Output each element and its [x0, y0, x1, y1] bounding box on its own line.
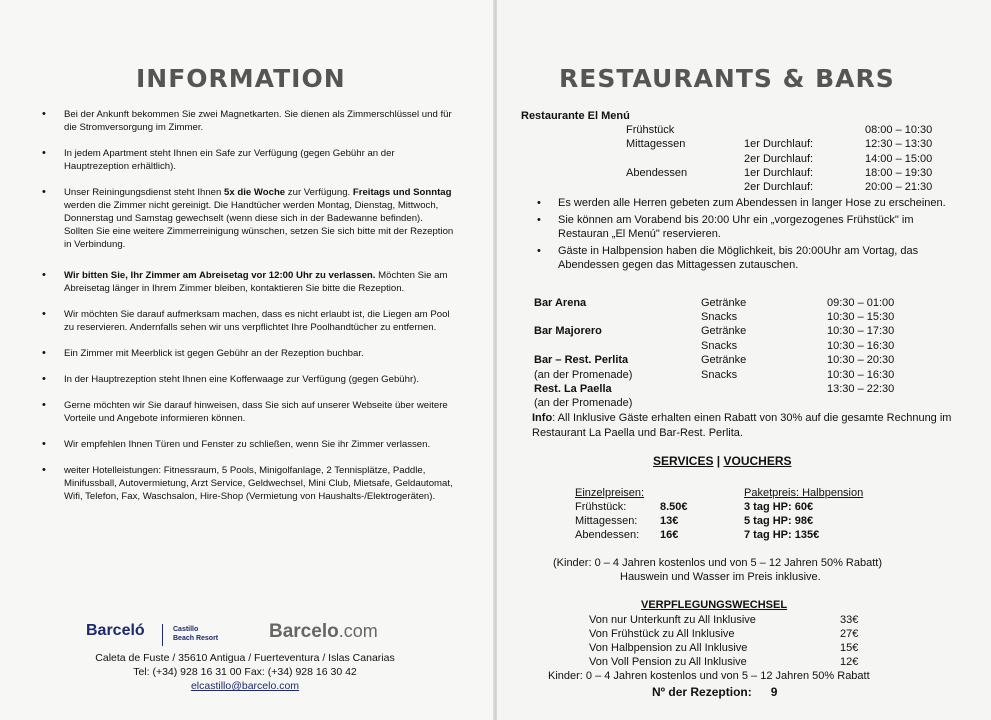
list-item: • Sie können am Vorabend bis 20:00 Uhr ein „vorgezogenes Frühstück" im Restauran „El Menú" reservieren. — [532, 213, 967, 241]
restaurant-notes — [532, 196, 967, 275]
list-item: • Gerne möchten wir Sie darauf hinweisen, dass Sie sich auf unserer Webseite über weitere Vorteile und Angebote informieren können. — [42, 399, 454, 425]
address: Caleta de Fuste / 35610 Antigua / Fuerteventura / Islas Canarias — [95, 652, 395, 664]
list-item: • Wir möchten Sie darauf aufmerksam machen, dass es nicht erlaubt ist, die Liegen am Pool zu reservieren. Andernfalls sehen wir uns verpflichtet Ihre Poolhandtücher zu entfernen. — [42, 308, 454, 334]
el-menu-title: Restaurante El Menú — [521, 110, 630, 122]
barcelo-com-logo: Barcelo.com — [269, 621, 378, 642]
list-item: • weiter Hotelleistungen: Fitnessraum, 5 Pools, Minigolfanlage, 2 Tennisplätze, Paddle, Minifussball, Autovermietung, Arzt Service, Geldwechsel, Mini Club, Mietsafe, Geldautomat, Wifi, Telefon, Fax, Waschsalon, Hire-Shop (Vermietung von Haushalts-/Elektrogeräten). — [42, 464, 454, 503]
services-vouchers-heading: SERVICES | VOUCHERS — [653, 454, 792, 468]
email-link[interactable]: elcastillo@barcelo.com — [190, 680, 300, 692]
barcelo-logo: Barceló — [86, 622, 145, 639]
board-change-title: VERPFLEGUNGSWECHSEL — [641, 599, 788, 611]
information-page — [0, 0, 495, 720]
list-item: • Wir empfehlen Ihnen Türen und Fenster zu schließen, wenn Sie ihr Zimmer verlassen. — [42, 438, 454, 451]
restaurants-title: RESTAURANTS & BARS — [559, 64, 895, 93]
list-item: • Unser Reiningungsdienst steht Ihnen 5x die Woche zur Verfügung. Freitags und Sonntag werden die Zimmer nicht gereinigt. Die Handtücher werden Montag, Dienstag, Mittwoch, Donnerstag und Samstag gewechselt (wenn diese sich in der Badewanne befinden). Sollten Sie eine weitere Zimmerreinigung wünschen, setzen Sie sich bitte mit der Rezeption in Verbindung. — [42, 186, 454, 251]
package-prices-header: Paketpreis: Halbpension — [744, 487, 864, 499]
phone-fax: Tel: (+34) 928 16 31 00 Fax: (+34) 928 16 30 42 — [133, 666, 357, 678]
logo-divider — [162, 624, 163, 646]
information-list — [42, 108, 454, 516]
children-note: (Kinder: 0 – 4 Jahren kostenlos und von 5 – 12 Jahren 50% Rabatt) — [553, 557, 882, 569]
children-discount-note: Kinder: 0 – 4 Jahren kostenlos und von 5 – 12 Jahren 50% Rabatt — [548, 670, 870, 682]
wine-water-note: Hauswein und Wasser im Preis inklusive. — [620, 571, 821, 583]
list-item: • Bei der Ankunft bekommen Sie zwei Magnetkarten. Sie dienen als Zimmerschlüssel und für die Stromversorgung im Zimmer. — [42, 108, 454, 134]
list-item: • Gäste in Halbpension haben die Möglichkeit, bis 20:00Uhr am Vortag, das Abendessen gegen das Mittagessen zutauschen. — [532, 244, 967, 272]
logo-subtitle: Castillo Beach Resort — [173, 626, 219, 642]
restaurants-page: RESTAURANTS & BARS Restaurante El Menú Frühstück 08:00 – 10:30 Mittagessen 1er Durchlauf: 12:30 – 13:30 2er Durchlauf: 14:00 – 15:00 Abendessen 1er Durchlauf: 18:00 – 19:30 2er Durchlauf: 20:00 – 21:30 • Es werden alle Herren gebeten zum Abendessen in langer Hose zu erscheinen. • Sie können am Vorabend bis 20:00 Uhr ein „vorgezogenes Frühstück" im Restauran „El Menú" reservieren. • Gäste in Halbpension haben die Möglichkeit, bis 20:00Uhr am Vortag, das Abendessen gegen das Mittagessen zutauschen. Bar Arena Getränke 09:30 – 01:00 Snacks 10:30 – 15:30 Bar Majorero Getränke 10:30 – 17:30 Snacks 10:30 – 16:30 Bar – Rest. Perlita Getränke 10:30 – 20:30 (an der Promenade) Snacks 10:30 – 16:30 Rest. La Paella 13:30 – 22:30 (an der Promenade) Info: All Inklusive Gäste erhalten einen Rabatt von 30% auf die gesamte Rechnung im Restaurant La Paella und Bar-Rest. Perlita. SERVICES | VOUCHERS Einzelpreisen: Paketpreis: Halbpension Frühstück: 8.50€ 3 tag HP: 60€ Mittagessen: 13€ 5 tag HP: 98€ Abendessen: 16€ 7 tag HP: 135€ (Kinder: 0 – 4 Jahren kostenlos und von 5 – 12 Jahren 50% Rabatt) Hauswein und Wasser im Preis inklusive. VERPFLEGUNGSWECHSEL Von nur Unterkunft zu All Inklusive 33€ Von Frühstück zu All Inklusive 27€ Von Halbpension zu All Inklusive 15€ Von Voll Pension zu All Inklusive 12€ Kinder: 0 – 4 Jahren kostenlos und von 5 – 12 Jahren 50% Rabatt Nº der Rezeption: 9 — [497, 0, 991, 720]
reception-number: Nº der Rezeption: 9 — [652, 685, 778, 699]
list-item: • In jedem Apartment steht Ihnen ein Safe zur Verfügung (gegen Gebühr an der Hauptrezeption erhältlich). — [42, 147, 454, 173]
list-item: • Es werden alle Herren gebeten zum Abendessen in langer Hose zu erscheinen. — [532, 196, 967, 210]
list-item: • Wir bitten Sie, Ihr Zimmer am Abreisetag vor 12:00 Uhr zu verlassen. Möchten Sie am Abreisetag länger in Ihrem Zimmer bleiben, kontaktieren Sie bitte die Rezeption. — [42, 269, 454, 295]
information-title: INFORMATION — [136, 64, 346, 93]
info-note: Info: All Inklusive Gäste erhalten einen Rabatt von 30% auf die gesamte Rechnung im Restaurant La Paella und Bar-Rest. Perlita. — [532, 412, 952, 439]
list-item: • Ein Zimmer mit Meerblick ist gegen Gebühr an der Rezeption buchbar. — [42, 347, 454, 360]
single-prices-header: Einzelpreisen: — [575, 487, 645, 499]
list-item: • In der Hauptrezeption steht Ihnen eine Kofferwaage zur Verfügung (gegen Gebühr). — [42, 373, 454, 386]
